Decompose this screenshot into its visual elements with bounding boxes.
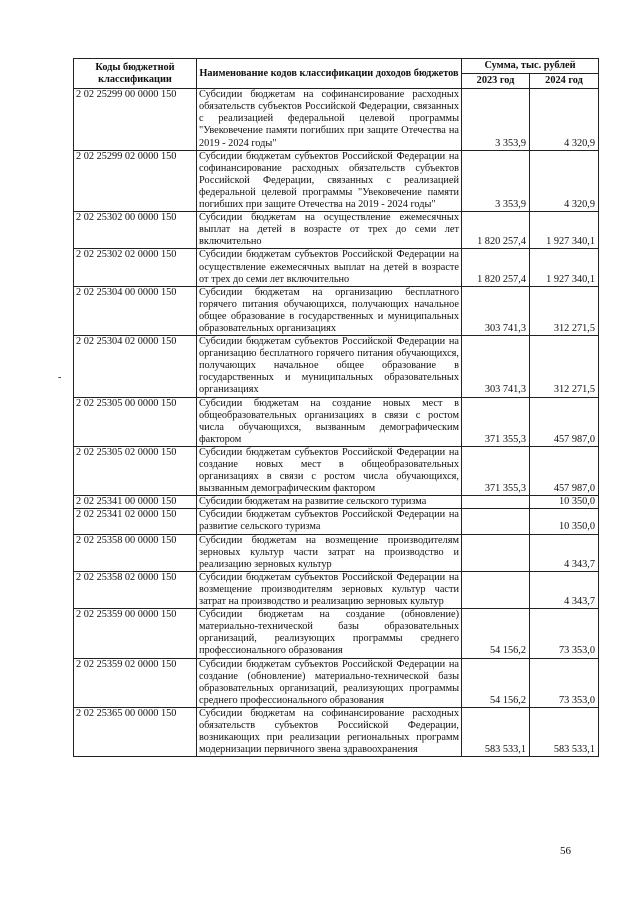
row-name: Субсидии бюджетам субъектов Российской Федерации на возмещение производителям зерновых культур части затрат на производство и реализацию зерновых культур — [197, 571, 462, 608]
row-value-2023: 1 820 257,4 — [462, 212, 530, 249]
header-names: Наименование кодов классификации доходов бюджетов — [197, 59, 462, 89]
row-value-2024: 10 350,0 — [530, 509, 599, 534]
row-code: 2 02 25341 02 0000 150 — [74, 509, 197, 534]
table-row — [74, 509, 599, 534]
row-value-2024: 457 987,0 — [530, 397, 599, 446]
row-value-2024: 1 927 340,1 — [530, 249, 599, 286]
header-year-2024: 2024 год — [530, 74, 599, 89]
row-code: 2 02 25302 02 0000 150 — [74, 249, 197, 286]
row-value-2023: 371 355,3 — [462, 397, 530, 446]
row-value-2023: 583 533,1 — [462, 707, 530, 756]
row-code: 2 02 25359 00 0000 150 — [74, 609, 197, 658]
row-value-2024: 4 320,9 — [530, 89, 599, 150]
row-value-2024: 4 320,9 — [530, 150, 599, 211]
table-row — [74, 89, 599, 150]
row-value-2024: 457 987,0 — [530, 446, 599, 495]
row-name: Субсидии бюджетам на создание новых мест в общеобразовательных организациях в связи с ростом числа обучающихся, вызванным демографическим фактором — [197, 397, 462, 446]
row-value-2023: 1 820 257,4 — [462, 249, 530, 286]
row-value-2024: 73 353,0 — [530, 658, 599, 707]
table-row — [74, 571, 599, 608]
row-code: 2 02 25299 00 0000 150 — [74, 89, 197, 150]
row-value-2023: 303 741,3 — [462, 336, 530, 397]
row-code: 2 02 25304 00 0000 150 — [74, 286, 197, 335]
table-row — [74, 446, 599, 495]
row-name: Субсидии бюджетам субъектов Российской Федерации на осуществление ежемесячных выплат на детей в возрасте от трех до семи лет включительно — [197, 249, 462, 286]
row-code: 2 02 25359 02 0000 150 — [74, 658, 197, 707]
row-name: Субсидии бюджетам субъектов Российской Федерации на создание новых мест в общеобразовательных организациях в связи с ростом числа обучающихся, вызванным демографическим фактором — [197, 446, 462, 495]
row-name: Субсидии бюджетам на возмещение производителям зерновых культур части затрат на производство и реализацию зерновых культур — [197, 534, 462, 571]
row-value-2023: 54 156,2 — [462, 609, 530, 658]
row-name: Субсидии бюджетам на софинансирование расходных обязательств субъектов Российской Федерации, возникающих при реализации региональных программ модернизации первичного звена здравоохранения — [197, 707, 462, 756]
row-name: Субсидии бюджетам субъектов Российской Федерации на создание (обновление) материально-технической базы образовательных организаций, реализующих программы среднего профессионального образования — [197, 658, 462, 707]
row-code: 2 02 25304 02 0000 150 — [74, 336, 197, 397]
table-row — [74, 707, 599, 756]
header-sum: Сумма, тыс. рублей — [462, 59, 599, 74]
row-code: 2 02 25299 02 0000 150 — [74, 150, 197, 211]
table-row — [74, 534, 599, 571]
row-code: 2 02 25305 02 0000 150 — [74, 446, 197, 495]
row-name: Субсидии бюджетам субъектов Российской Федерации на софинансирование расходных обязательств субъектов Российской Федерации, связанных с реализацией федеральной целевой программы "Увековечение памяти погибших при защите Отечества на 2019 - 2024 годы" — [197, 150, 462, 211]
row-value-2023 — [462, 509, 530, 534]
row-name: Субсидии бюджетам на организацию бесплатного горячего питания обучающихся, получающих начальное общее образование в государственных и муниципальных образовательных организациях — [197, 286, 462, 335]
table-body — [74, 89, 599, 757]
table-row — [74, 150, 599, 211]
row-value-2023: 3 353,9 — [462, 150, 530, 211]
row-value-2024: 312 271,5 — [530, 286, 599, 335]
row-name: Субсидии бюджетам на софинансирование расходных обязательств субъектов Российской Федерации, связанных с реализацией федеральной целевой программы "Увековечение памяти погибших при защите Отечества на 2019 - 2024 годы" — [197, 89, 462, 150]
table-row — [74, 496, 599, 509]
row-value-2024: 10 350,0 — [530, 496, 599, 509]
row-value-2023: 303 741,3 — [462, 286, 530, 335]
row-name: Субсидии бюджетам субъектов Российской Федерации на организацию бесплатного горячего питания обучающихся, получающих начальное общее образование в государственных и муниципальных образовательных организациях — [197, 336, 462, 397]
table-row — [74, 249, 599, 286]
row-code: 2 02 25358 02 0000 150 — [74, 571, 197, 608]
row-value-2023: 3 353,9 — [462, 89, 530, 150]
row-value-2024: 4 343,7 — [530, 571, 599, 608]
row-value-2023 — [462, 534, 530, 571]
row-code: 2 02 25302 00 0000 150 — [74, 212, 197, 249]
row-code: 2 02 25341 00 0000 150 — [74, 496, 197, 509]
table-row — [74, 212, 599, 249]
table-header-row — [74, 59, 599, 74]
row-value-2024: 583 533,1 — [530, 707, 599, 756]
row-code: 2 02 25365 00 0000 150 — [74, 707, 197, 756]
row-name: Субсидии бюджетам на создание (обновление) материально-технической базы образовательных организаций, реализующих программы среднего профессионального образования — [197, 609, 462, 658]
header-year-2023: 2023 год — [462, 74, 530, 89]
row-value-2024: 1 927 340,1 — [530, 212, 599, 249]
row-code: 2 02 25358 00 0000 150 — [74, 534, 197, 571]
margin-mark: - — [58, 372, 62, 383]
table-row — [74, 658, 599, 707]
row-code: 2 02 25305 00 0000 150 — [74, 397, 197, 446]
row-name: Субсидии бюджетам на развитие сельского туризма — [197, 496, 462, 509]
row-value-2023: 54 156,2 — [462, 658, 530, 707]
row-value-2023 — [462, 496, 530, 509]
page-number: 56 — [560, 845, 571, 857]
row-value-2024: 73 353,0 — [530, 609, 599, 658]
row-value-2024: 312 271,5 — [530, 336, 599, 397]
budget-revenue-table — [73, 58, 599, 757]
row-value-2023: 371 355,3 — [462, 446, 530, 495]
row-name: Субсидии бюджетам субъектов Российской Федерации на развитие сельского туризма — [197, 509, 462, 534]
row-value-2023 — [462, 571, 530, 608]
header-codes: Коды бюджетной классификации — [74, 59, 197, 89]
document-page — [73, 58, 598, 757]
table-row — [74, 397, 599, 446]
table-row — [74, 286, 599, 335]
row-value-2024: 4 343,7 — [530, 534, 599, 571]
table-row — [74, 336, 599, 397]
table-row — [74, 609, 599, 658]
row-name: Субсидии бюджетам на осуществление ежемесячных выплат на детей в возрасте от трех до семи лет включительно — [197, 212, 462, 249]
